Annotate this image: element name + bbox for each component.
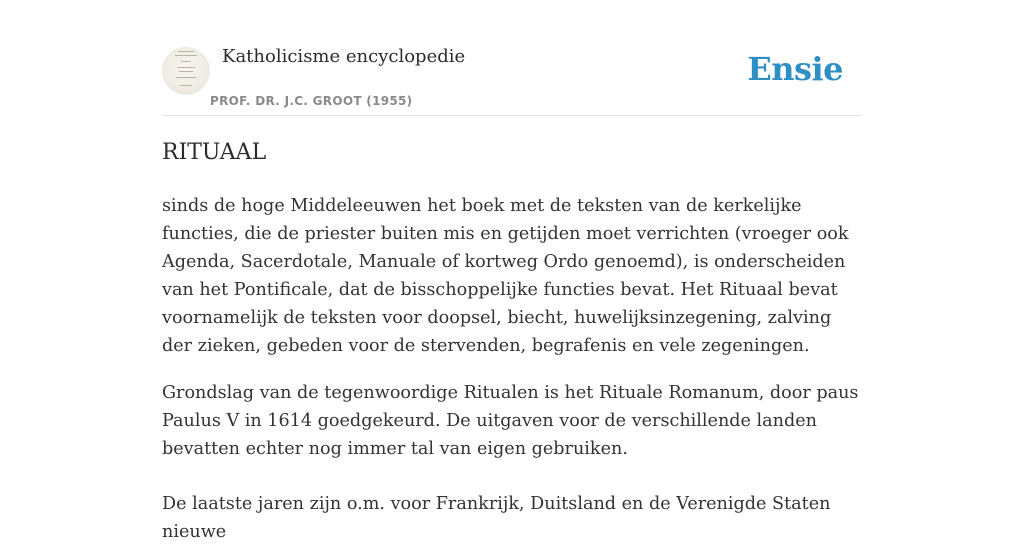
header [162,0,862,116]
entry-title: RITUAAL [162,140,267,165]
entry-paragraph: sinds de hoge Middeleeuwen het boek met de teksten van de kerkelijke functies, die de priester buiten mis en getijden moet verrichten (vroeger ook Agenda, Sacerdotale, Manuale of kortweg Ordo genoemd), is onderscheiden van het Pontificale, dat de bisschoppelijke functies bevat. Het Rituaal bevat voornamelijk de teksten voor doopsel, biecht, huwelijksinzegening, zalving der zieken, gebeden voor de stervenden, begrafenis en vele zegeningen. [162,196,849,356]
author-label: PROF. DR. J.C. GROOT (1955) [210,94,413,108]
entry-paragraph: De laatste jaren zijn o.m. voor Frankrijk, Duitsland en de Verenigde Staten nieuwe [162,494,831,542]
book-title-link[interactable]: Katholicisme encyclopedie [222,46,466,67]
entry-paragraph: Grondslag van de tegenwoordige Ritualen is het Rituale Romanum, door paus Paulus V in 1614 goedgekeurd. De uitgaven voor de verschillende landen bevatten echter nog immer tal van eigen gebruiken. [162,383,859,459]
ensie-logo[interactable]: Ensie [747,50,843,88]
page-container [162,0,862,542]
book-cover-image[interactable] [162,47,210,95]
